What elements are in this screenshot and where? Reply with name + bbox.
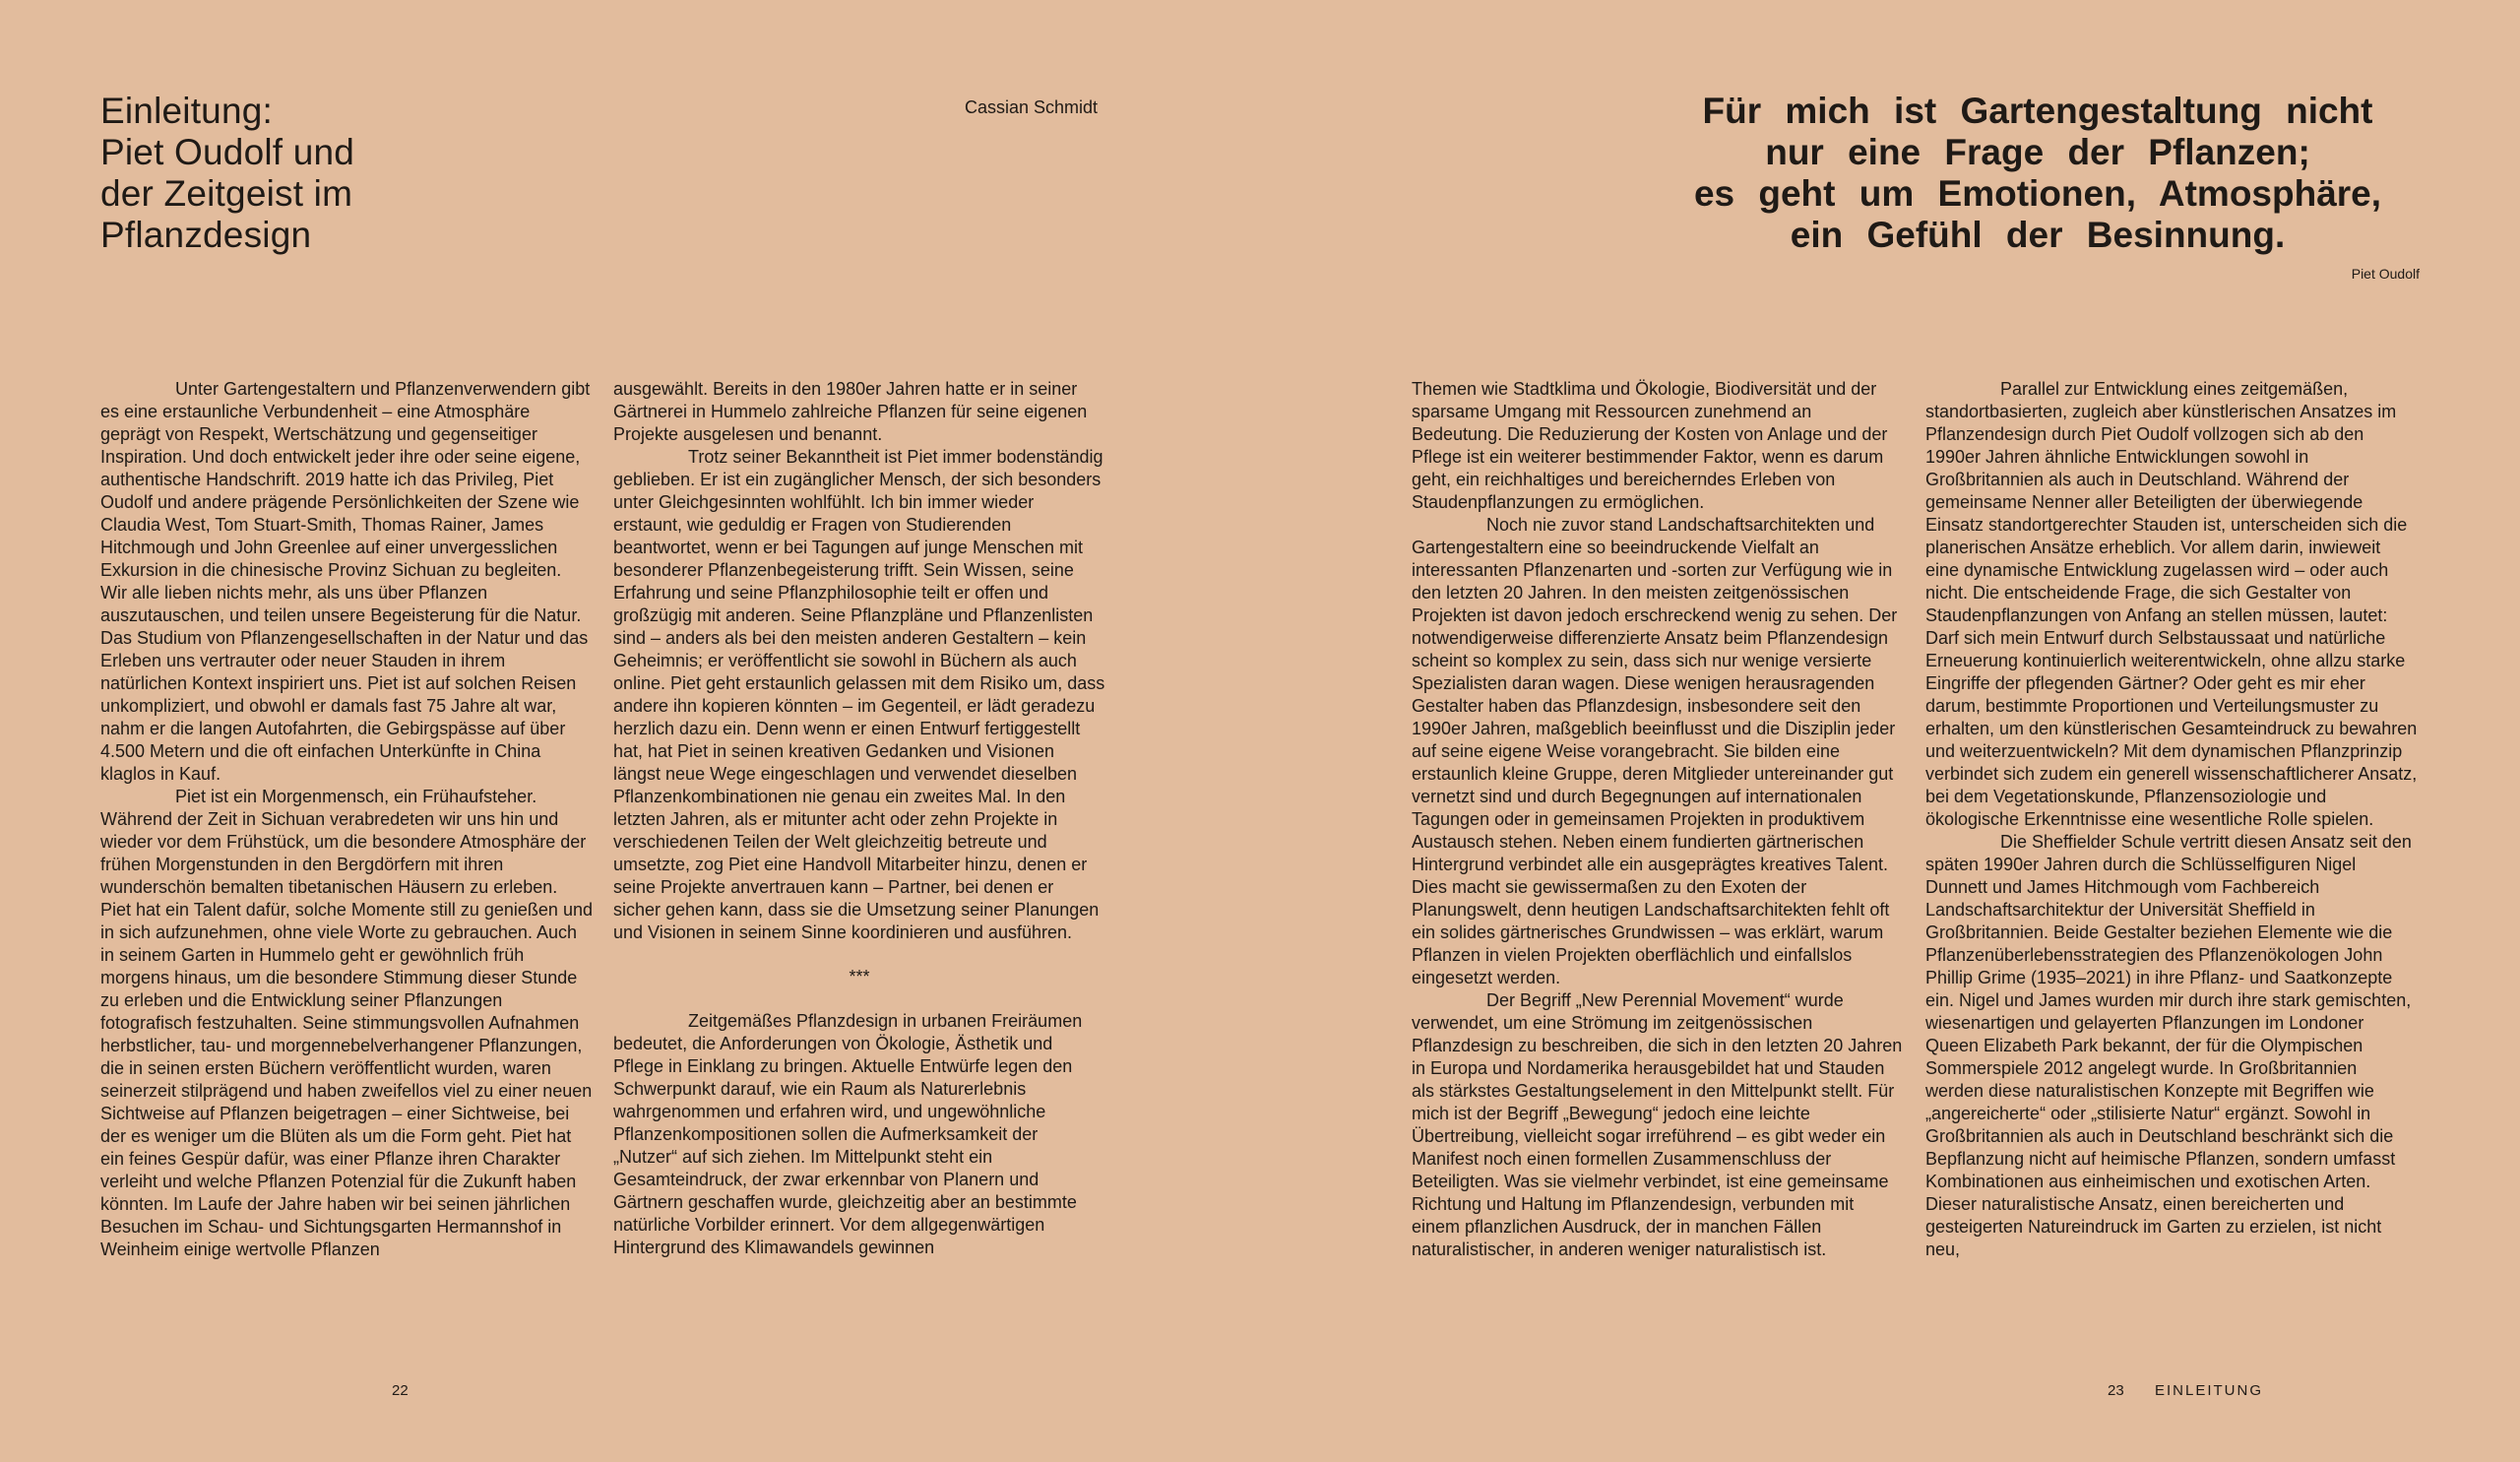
paragraph: Unter Gartengestaltern und Pflanzenverwendern gibt es eine erstaunliche Verbundenheit – eine Atmosphäre geprägt von Respekt, Wertschätzung und gegenseitiger Inspiration. Und doch entwickelt jeder ihre oder seine eigene, authentische Handschrift. 2019 hatte ich das Privileg, Piet Oudolf und andere prägende Persönlichkeiten der Szene wie Claudia West, Tom Stuart-Smith, Thomas Rainer, James Hitchmough und John Greenlee auf einer unvergesslichen Exkursion in die chinesische Provinz Sichuan zu begleiten. Wir alle lieben nichts mehr, als uns über Pflanzen auszutauschen, und teilen unsere Begeisterung für die Natur. Das Studium von Pflanzengesellschaften in der Natur und das Erleben uns vertrauter oder neuer Stauden in ihrem natürlichen Kontext inspiriert uns. Piet ist auf solchen Reisen unkompliziert, und obwohl er damals fast 75 Jahre alt war, nahm er die langen Autofahrten, die Gebirgspässe auf über 4.500 Metern und die oft einfachen Unterkünfte in China klaglos in Kauf. <box>100 379 591 784</box>
text-column-4 <box>1925 378 2418 1261</box>
section-separator: *** <box>849 967 870 986</box>
page-number: 22 <box>392 1382 409 1399</box>
pull-quote-line: es geht um Emotionen, Atmosphäre, <box>1693 173 2382 214</box>
running-head: EINLEITUNG <box>2155 1382 2264 1399</box>
text-column-1 <box>100 378 593 1261</box>
paragraph: Parallel zur Entwicklung eines zeitgemäßen, standortbasierten, zugleich aber künstlerischen Ansatzes im Pflanzendesign durch Piet Oudolf vollzogen sich ab den 1990er Jahren ähnliche Entwicklungen sowohl in Großbritannien als auch in Deutschland. Während der gemeinsame Nenner aller Beteiligten der überwiegende Einsatz standortgerechter Stauden ist, unterscheiden sich die planerischen Ansätze erheblich. Vor allem darin, inwieweit eine dynamische Entwicklung zugelassen wird – oder auch nicht. Die entscheidende Frage, die sich Gestalter von Staudenpflanzungen von Anfang an stellen müssen, lautet: Darf sich mein Entwurf durch Selbstaussaat und natürliche Erneuerung kontinuierlich weiterentwickeln, ohne allzu starke Eingriffe der pflegenden Gärtner? Oder geht es mir eher darum, bestimmte Proportionen und Verteilungsmuster zu erhalten, um den künstlerischen Gesamteindruck zu bewahren und weiterzuentwickeln? Mit dem dynamischen Pflanzprinzip verbindet sich zudem ein generell wissenschaftlicherer Ansatz, bei dem Vegetationskunde, Pflanzensoziologie und ökologische Erkenntnisse eine wesentliche Rolle spielen. <box>1925 379 2418 829</box>
text-column-3 <box>1412 378 1904 1261</box>
pull-quote-line: ein Gefühl der Besinnung. <box>1790 215 2286 255</box>
paragraph: Piet ist ein Morgenmensch, ein Frühaufsteher. Während der Zeit in Sichuan verabredeten wir uns hin und wieder vor dem Frühstück, um die besondere Atmosphäre der frühen Morgenstunden in den Bergdörfern mit ihren wunderschön bemalten tibetanischen Häusern zu erleben. Piet hat ein Talent dafür, solche Momente still zu genießen und in sich aufzunehmen, ohne viele Worte zu gebrauchen. Auch in seinem Garten in Hummelo geht er gewöhnlich früh morgens hinaus, um die besondere Stimmung dieser Stunde zu erleben und die Entwicklung seiner Pflanzungen fotografisch festzuhalten. Seine stimmungsvollen Aufnahmen herbstlicher, tau- und morgennebelverhangener Pflanzungen, die in seinen ersten Büchern veröffentlicht wurden, waren seinerzeit stilprägend und haben zweifellos viel zu einer neuen Sichtweise auf Pflanzen beigetragen – einer Sichtweise, bei der es weniger um die Blüten als um die Form geht. Piet hat ein feines Gespür dafür, was einer Pflanze ihren Charakter verleiht und welche Pflanzen Potenzial für die Zukunft haben könnten. Im Laufe der Jahre haben wir bei seinen jährlichen Besuchen im Schau- und Sichtungsgarten Hermannshof in Weinheim einige wertvolle Pflanzen <box>100 787 593 1259</box>
chapter-title-line: der Zeitgeist im <box>100 173 353 214</box>
paragraph: Noch nie zuvor stand Landschaftsarchitekten und Gartengestaltern eine so beeindruckende Vielfalt an interessanten Pflanzenarten und -sorten zur Verfügung wie in den letzten 20 Jahren. In den meisten zeitgenössischen Projekten ist davon jedoch erschreckend wenig zu sehen. Der notwendigerweise differenzierte Ansatz beim Pflanzendesign scheint so komplex zu sein, dass sich nur wenige versierte Spezialisten daran wagen. Diese wenigen herausragenden Gestalter haben das Pflanzdesign, insbesondere seit den 1990er Jahren, maßgeblich beeinflusst und die Disziplin jeder auf seine eigene Weise vorangebracht. Sie bilden eine erstaunlich kleine Gruppe, deren Mitglieder untereinander gut vernetzt sind und durch Begegnungen auf internationalen Tagungen oder in gemeinsamen Projekten in produktivem Austausch stehen. Neben einem fundierten gärtnerischen Hintergrund verbindet alle ein ausgeprägtes kreatives Talent. Dies macht sie gewissermaßen zu den Exoten der Planungswelt, denn heutigen Landschaftsarchitekten fehlt oft ein solides gärtnerisches Grundwissen – was erklärt, warum Pflanzen in vielen Projekten oberflächlich und einfallslos eingesetzt werden. <box>1412 515 1898 987</box>
chapter-title-line: Pflanzdesign <box>100 215 312 255</box>
author-name: Cassian Schmidt <box>965 97 1099 117</box>
paragraph: Zeitgemäßes Pflanzdesign in urbanen Freiräumen bedeutet, die Anforderungen von Ökologie, Ästhetik und Pflege in Einklang zu bringen. Aktuelle Entwürfe legen den Schwerpunkt darauf, wie ein Raum als Naturerlebnis wahrgenommen und erfahren wird, und ungewöhnliche Pflanzenkompositionen sollen die Aufmerksamkeit der „Nutzer“ auf sich ziehen. Im Mittelpunkt steht ein Gesamteindruck, der zwar erkennbar von Planern und Gärtnern geschaffen wurde, gleichzeitig aber an bestimmte natürliche Vorbilder erinnert. Vor dem allgegenwärtigen Hintergrund des Klimawandels gewinnen <box>613 1011 1083 1257</box>
chapter-title-line: Einleitung: <box>100 91 273 131</box>
paragraph: ausgewählt. Bereits in den 1980er Jahren hatte er in seiner Gärtnerei in Hummelo zahlreiche Pflanzen für seine eigenen Projekte ausgelesen und benannt. <box>613 379 1088 444</box>
text-column-2 <box>613 378 1105 1259</box>
chapter-title <box>100 91 354 256</box>
quote-attribution: Piet Oudolf <box>2351 266 2420 282</box>
paragraph: Der Begriff „New Perennial Movement“ wurde verwendet, um eine Strömung im zeitgenössischen Pflanzdesign zu beschreiben, die sich in den letzten 20 Jahren in Europa und Nordamerika herausgebildet hat und Stauden als stärkstes Gestaltungselement in den Mittelpunkt stellt. Für mich ist der Begriff „Bewegung“ jedoch eine leichte Übertreibung, vielleicht sogar irreführend – es gibt weder ein Manifest noch einen formellen Zusammenschluss der Beteiligten. Was sie vielmehr verbindet, ist eine gemeinsame Richtung und Haltung im Pflanzendesign, verbunden mit einem pflanzlichen Ausdruck, der in manchen Fällen naturalistischer, in anderen weniger naturalistisch ist. <box>1412 990 1903 1259</box>
chapter-title-line: Piet Oudolf und <box>100 132 355 172</box>
paragraph: Die Sheffielder Schule vertritt diesen Ansatz seit den späten 1990er Jahren durch die Schlüsselfiguren Nigel Dunnett und James Hitchmough vom Fachbereich Landschaftsarchitektur der Universität Sheffield in Großbritannien. Beide Gestalter beziehen Elemente wie die Pflanzenüberlebensstrategien des Pflanzenökologen John Phillip Grime (1935–2021) in ihre Pflanz- und Saatkonzepte ein. Nigel und James wurden mir durch ihre stark gemischten, wiesenartigen und gelayerten Pflanzungen im Londoner Queen Elizabeth Park bekannt, der für die Olympischen Sommerspiele 2012 angelegt wurde. In Großbritannien werden diese naturalistischen Konzepte mit Begriffen wie „angereicherte“ oder „stilisierte Natur“ ergänzt. Sowohl in Großbritannien als auch in Deutschland beschränkt sich die Bepflanzung nicht auf heimische Pflanzen, sondern umfasst Kombinationen aus einheimischen und exotischen Arten. Dieser naturalistische Ansatz, einen bereicherten und gesteigerten Natureindruck im Garten zu erzielen, ist nicht neu, <box>1925 832 2412 1259</box>
page-number: 23 <box>2108 1382 2124 1399</box>
pull-quote-line: Für mich ist Gartengestaltung nicht <box>1702 91 2373 131</box>
paragraph: Themen wie Stadtklima und Ökologie, Biodiversität und der sparsame Umgang mit Ressourcen zunehmend an Bedeutung. Die Reduzierung der Kosten von Anlage und der Pflege ist ein weiterer bestimmender Faktor, wenn es darum geht, ein reichhaltiges und bereicherndes Erleben von Staudenpflanzungen zu ermöglichen. <box>1412 379 1888 512</box>
pull-quote-line: nur eine Frage der Pflanzen; <box>1765 132 2310 172</box>
pull-quote <box>1654 91 2422 256</box>
paragraph: Trotz seiner Bekanntheit ist Piet immer bodenständig geblieben. Er ist ein zugänglicher Mensch, der sich besonders unter Gleichgesinnten wohlfühlt. Ich bin immer wieder erstaunt, wie geduldig er Fragen von Studierenden beantwortet, wenn er bei Tagungen auf junge Menschen mit besonderer Pflanzenbegeisterung trifft. Sein Wissen, seine Erfahrung und seine Pflanzphilosophie teilt er offen und großzügig mit anderen. Seine Pflanzpläne und Pflanzenlisten sind – anders als bei den meisten anderen Gestaltern – kein Geheimnis; er veröffentlicht sie sowohl in Büchern als auch online. Piet geht erstaunlich gelassen mit dem Risiko um, dass andere ihn kopieren könnten – im Gegenteil, er lädt geradezu herzlich dazu ein. Denn wenn er einen Entwurf fertiggestellt hat, hat Piet in seinen kreativen Gedanken und Visionen längst neue Wege eingeschlagen und verwendet dieselben Pflanzenkombinationen nie genau ein zweites Mal. In den letzten Jahren, als er mitunter acht oder zehn Projekte in verschiedenen Teilen der Welt gleichzeitig betreute und umsetzte, zog Piet eine Handvoll Mitarbeiter hinzu, denen er seine Projekte anvertrauen kann – Partner, bei denen er sicher gehen kann, dass sie die Umsetzung seiner Planungen und Visionen in seinem Sinne koordinieren und ausführen. <box>613 447 1105 942</box>
